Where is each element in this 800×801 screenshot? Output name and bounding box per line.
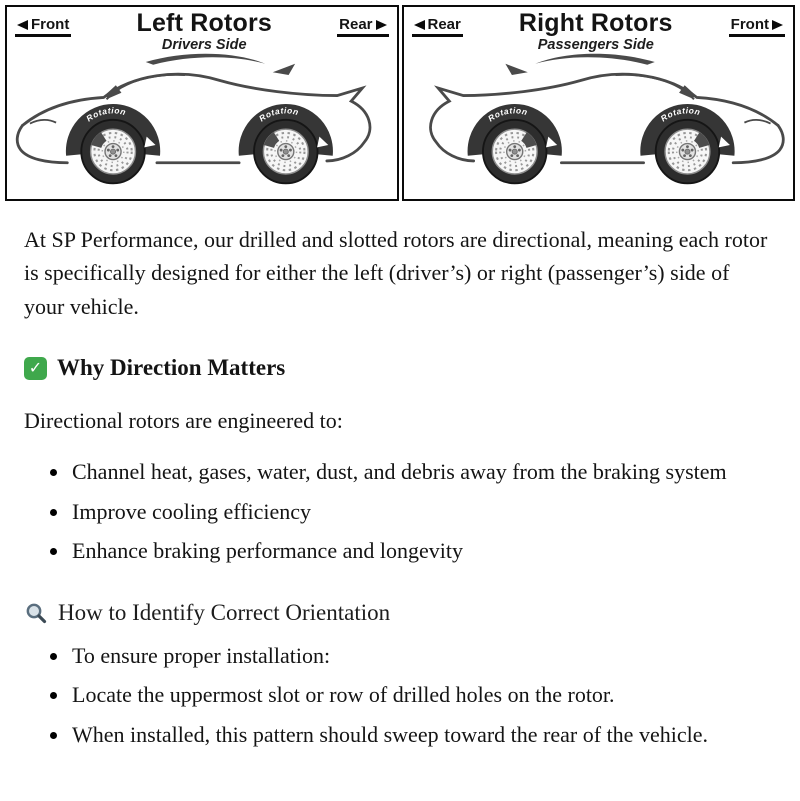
panel-subtitle: Passengers Side xyxy=(537,37,654,54)
rear-direction-label xyxy=(337,14,388,37)
identify-orientation-heading xyxy=(24,596,770,631)
list-item: • Channel heat, gases, water, dust, and debris away from the braking system xyxy=(70,455,770,488)
front-direction-label xyxy=(729,14,785,37)
arrow-left-icon xyxy=(414,20,425,30)
right-panel-titles xyxy=(463,10,729,53)
svg-text:Rotation: Rotation xyxy=(485,105,529,124)
why-direction-matters-heading xyxy=(24,351,770,386)
right-car-illustration xyxy=(412,47,786,198)
direction-text: Front xyxy=(730,16,769,33)
list-item: • Locate the uppermost slot or row of drilled holes on the rotor. xyxy=(70,678,770,711)
rotor-direction-diagram xyxy=(0,0,800,201)
engineered-to-lead: Directional rotors are engineered to: xyxy=(24,408,343,433)
magnifier-icon xyxy=(24,601,48,625)
panel-title: Right Rotors xyxy=(518,9,673,37)
arrow-left-icon xyxy=(17,20,28,30)
svg-text:Rotation: Rotation xyxy=(84,105,128,124)
panel-title: Left Rotors xyxy=(136,9,272,37)
right-rotors-panel xyxy=(402,5,796,201)
arrow-right-icon xyxy=(772,20,783,30)
direction-text: Rear xyxy=(339,16,373,33)
heading-text: How to Identify Correct Orientation xyxy=(58,599,391,625)
direction-text: Front xyxy=(31,16,70,33)
left-panel-titles xyxy=(71,10,337,53)
front-direction-label xyxy=(15,14,71,37)
intro-paragraph: At SP Performance, our drilled and slotted rotors are directional, meaning each rotor is specifically designed for either the left (driver’s) or right (passenger’s) side of your vehicle. xyxy=(24,226,768,319)
list-item: • Enhance braking performance and longevity xyxy=(70,534,770,567)
heading-text: Why Direction Matters xyxy=(57,355,286,381)
identify-bullet-list xyxy=(24,639,770,751)
svg-text:Rotation: Rotation xyxy=(257,105,300,124)
list-item: • When installed, this pattern should sweep toward the rear of the vehicle. xyxy=(70,718,770,751)
svg-text:Rotation: Rotation xyxy=(658,105,702,124)
left-car-illustration xyxy=(15,47,389,198)
arrow-right-icon xyxy=(376,20,387,30)
direction-text: Rear xyxy=(427,16,461,33)
list-item: • To ensure proper installation: xyxy=(70,639,770,672)
rear-direction-label xyxy=(412,14,463,37)
list-item: • Improve cooling efficiency xyxy=(70,495,770,528)
check-icon: ✓ xyxy=(24,357,47,380)
why-bullet-list xyxy=(24,455,770,567)
left-panel-header xyxy=(15,10,389,53)
left-rotors-panel xyxy=(5,5,399,201)
article-body xyxy=(0,201,800,801)
panel-subtitle: Drivers Side xyxy=(161,37,247,54)
